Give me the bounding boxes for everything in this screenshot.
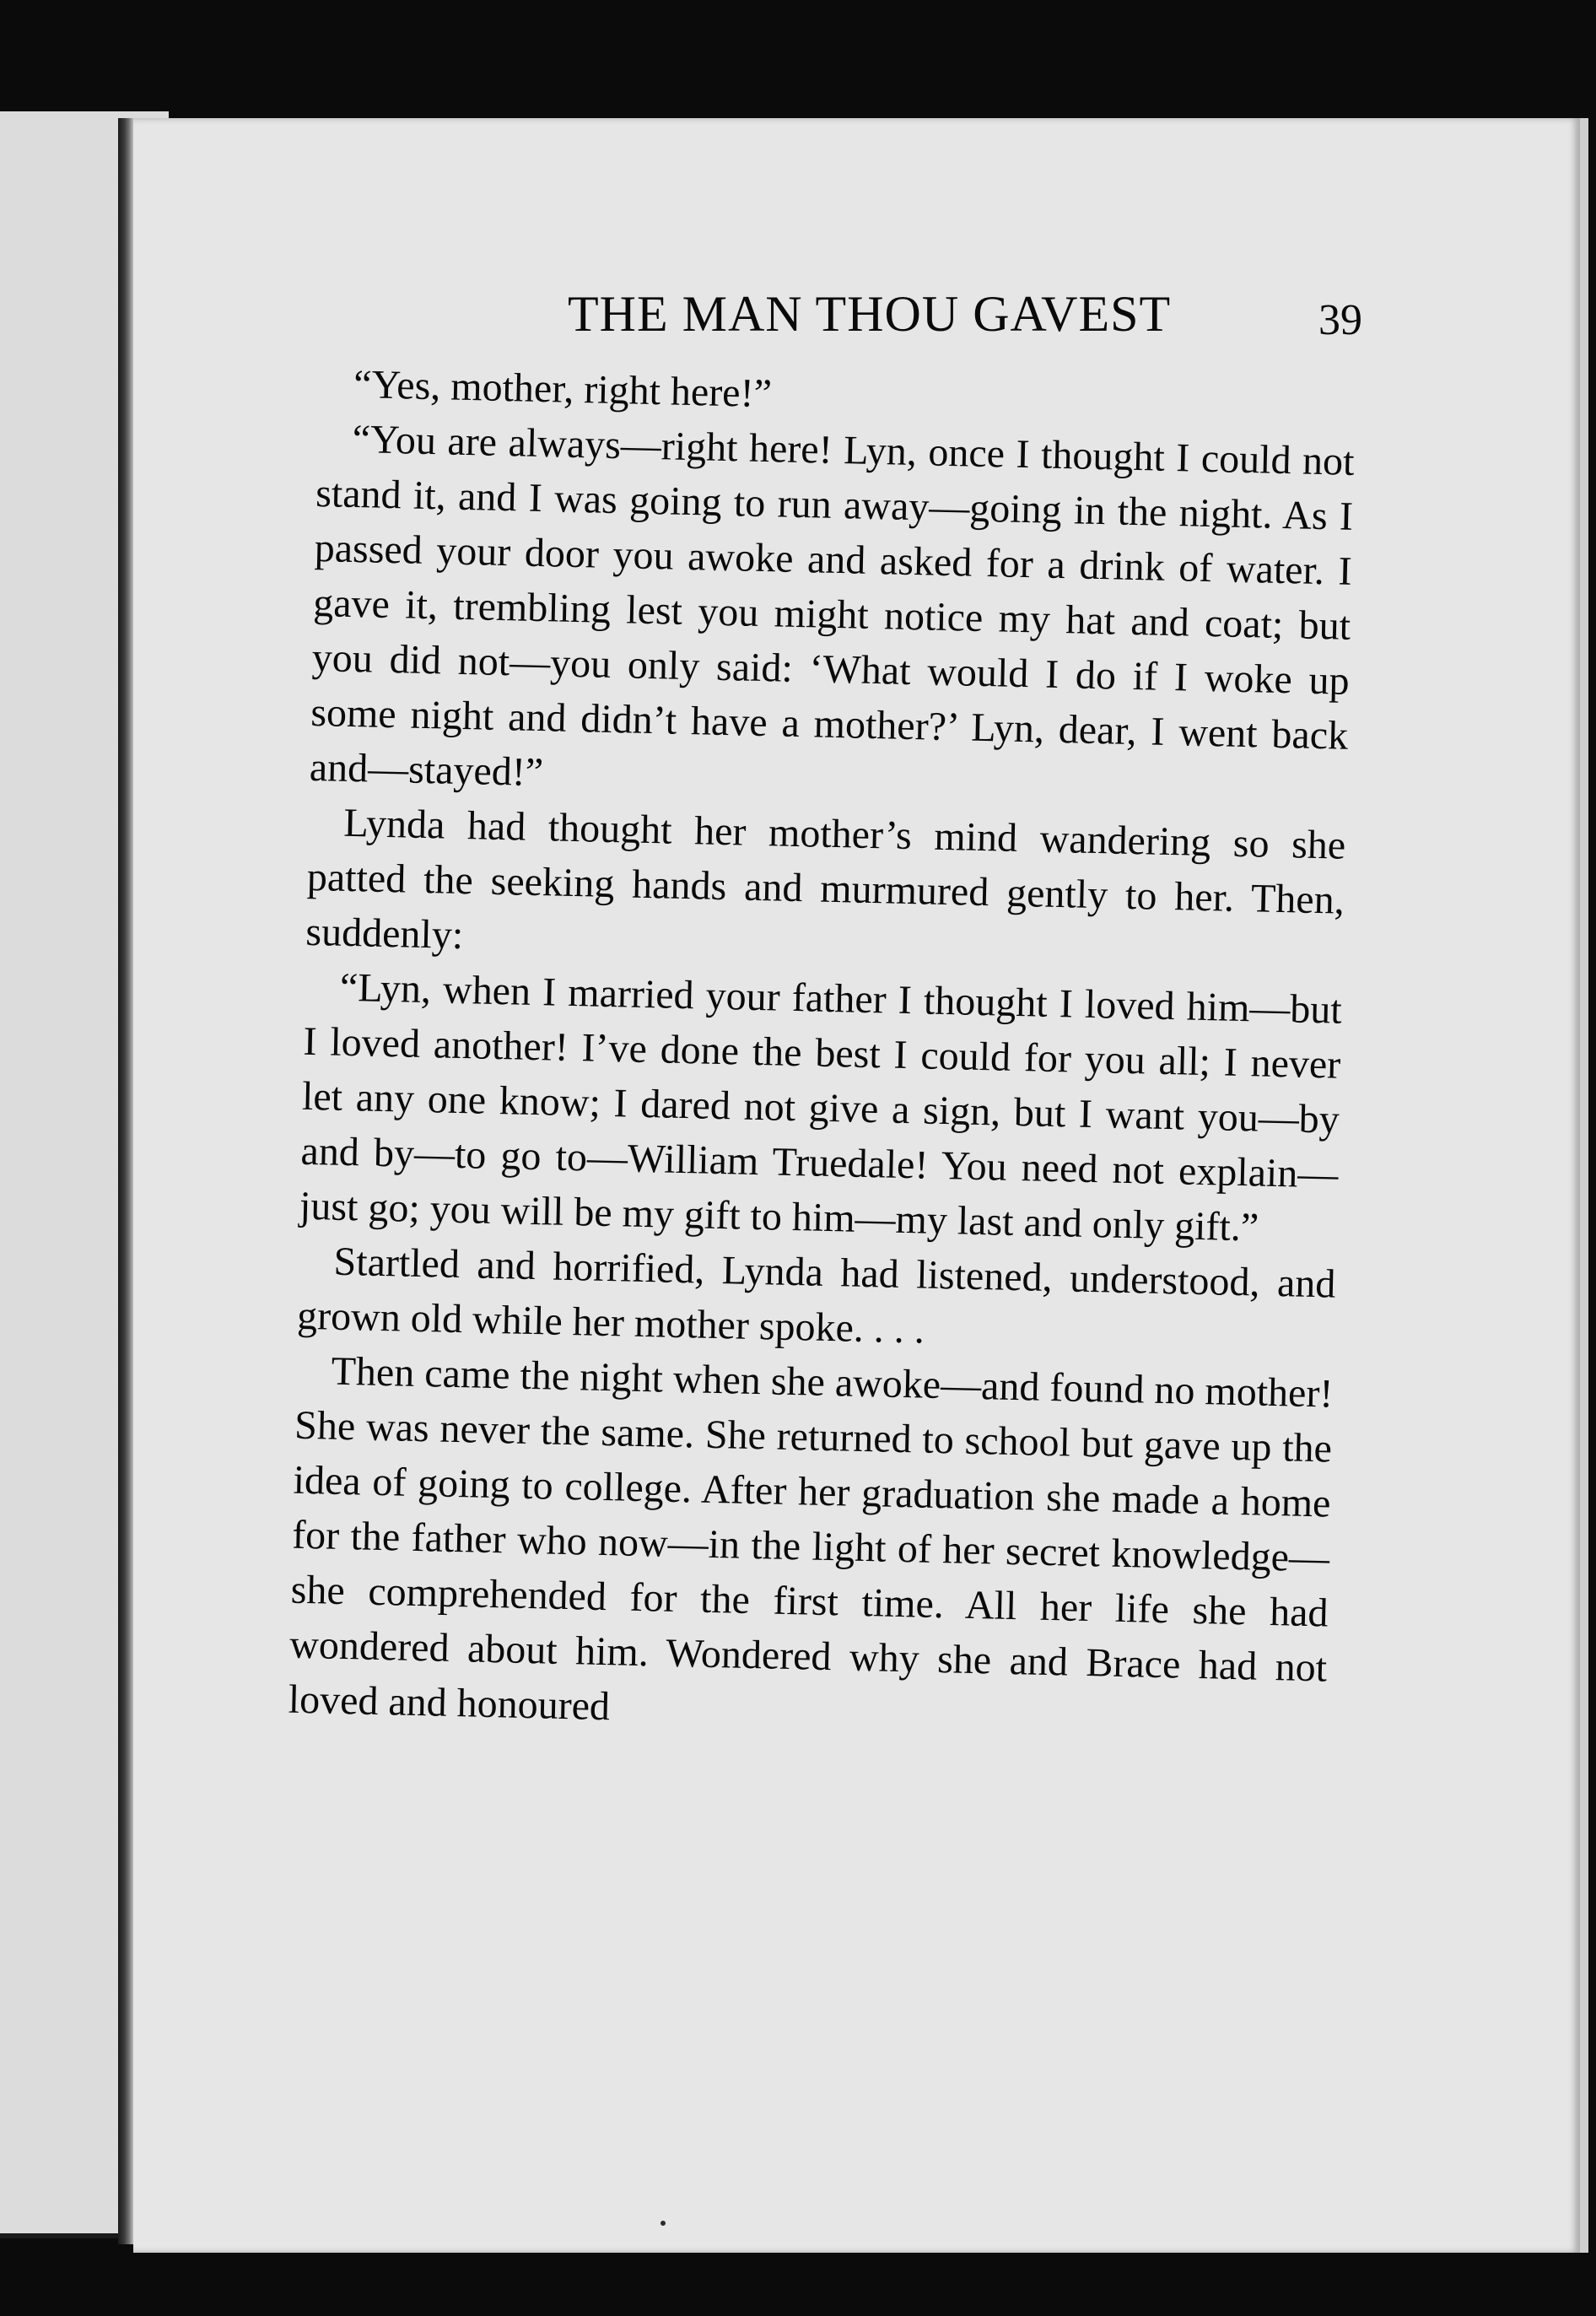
running-title: THE MAN THOU GAVEST: [568, 286, 1172, 342]
page-number: 39: [1318, 296, 1362, 344]
paragraph: Startled and horrified, Lynda had listened, understood, and grown old while her mother spoke. . . .: [296, 1239, 1336, 1352]
paragraph: “Lyn, when I married your father I thought I loved him—but I loved another! I’ve done the best I could for you all; I never let any one know; I dared not give a sign, but I want you—by and by—to go to—William Truedale! You need not explain—just go; you will be my gift to him—my last and only gift.”: [299, 964, 1343, 1250]
book-page: [133, 118, 1588, 2253]
paragraph: Then came the night when she awoke—and found no mother! She was never the same. She returned to school but gave up the idea of going to college. After her graduation she made a home for the father who now—in the light of her secret knowledge—she comprehended for the first time. All her life she had wondered about him. Wondered why she and Brace had not loved and honoured: [288, 1348, 1334, 1730]
book-gutter: [118, 118, 133, 2244]
body-text: [288, 356, 1356, 1750]
paragraph: Lynda had thought her mother’s mind wandering so she patted the seeking hands and murmured gently to her. Then, suddenly:: [305, 800, 1346, 958]
paragraph: “Yes, mother, right here!”: [353, 361, 773, 417]
paragraph: “You are always—right here! Lyn, once I thought I could not stand it, and I was going to run away—going in the night. As I passed your door you awoke and asked for a drink of water. I gave it, trembling lest you might notice my hat and coat; but you did not—you only said: ‘What would I do if I woke up some night and didn’t have a mother?’ Lyn, dear, I went back and—stayed!”: [309, 416, 1356, 796]
scan-speck: [661, 2221, 666, 2226]
page-header: [133, 285, 1580, 353]
